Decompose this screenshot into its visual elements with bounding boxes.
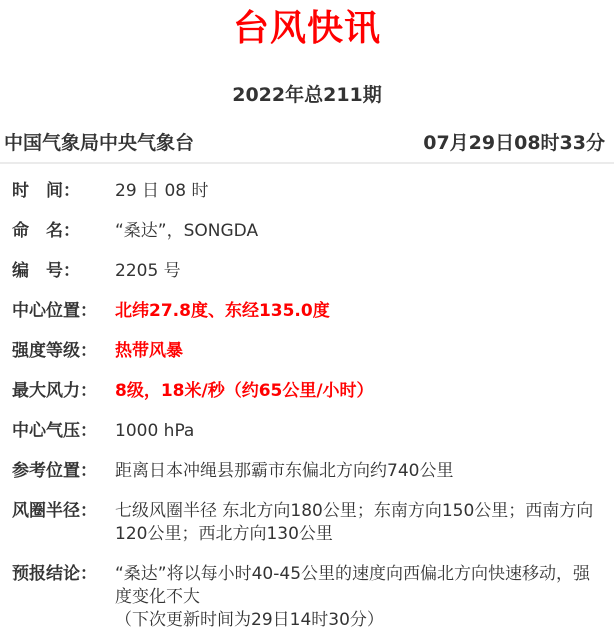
row-central-pressure [12, 420, 604, 443]
agency-name: 中国气象局中央气象台 [4, 132, 195, 154]
field-label-intensity: 强度等级： [12, 341, 97, 361]
issue-number: 2022年总211期 [232, 84, 382, 106]
field-value-intensity: 热带风暴 [115, 341, 183, 361]
field-value-reference-position: 距离日本冲绳县那霸市东偏北方向约740公里 [115, 461, 454, 481]
field-value-forecast-conclusion [115, 563, 604, 632]
typhoon-bulletin-page [0, 8, 614, 639]
agency-row [0, 131, 614, 155]
field-value-name: “桑达”，SONGDA [115, 221, 259, 241]
row-intensity [12, 340, 604, 363]
next-update-note: （下次更新时间为29日14时30分） [115, 610, 384, 630]
row-time [12, 180, 604, 203]
field-label-forecast-conclusion: 预报结论： [12, 564, 97, 584]
field-label-center-position: 中心位置： [12, 301, 97, 321]
field-label-wind-circle-radius: 风圈半径： [12, 501, 97, 521]
row-forecast-conclusion [12, 563, 604, 632]
field-label-max-wind: 最大风力： [12, 381, 97, 401]
field-value-central-pressure: 1000 hPa [115, 421, 195, 441]
field-label-number: 编 号： [12, 261, 80, 281]
field-value-time: 29 日 08 时 [115, 181, 209, 201]
row-max-wind [12, 380, 604, 403]
field-label-reference-position: 参考位置： [12, 461, 97, 481]
forecast-conclusion-text: “桑达”将以每小时40-45公里的速度向西偏北方向快速移动，强度变化不大 [115, 564, 591, 607]
field-value-wind-circle-radius: 七级风圈半径 东北方向180公里；东南方向150公里；西南方向120公里；西北方向130公里 [115, 501, 594, 544]
row-wind-circle-radius [12, 500, 604, 546]
field-value-max-wind: 8级，18米/秒（约65公里/小时） [115, 381, 374, 401]
row-name [12, 220, 604, 243]
field-label-name: 命 名： [12, 221, 80, 241]
row-number [12, 260, 604, 283]
field-value-center-position: 北纬27.8度、东经135.0度 [115, 301, 330, 321]
field-value-number: 2205 号 [115, 261, 181, 281]
page-title: 台风快讯 [232, 8, 381, 49]
field-label-time: 时 间： [12, 181, 80, 201]
row-center-position [12, 300, 604, 323]
row-reference-position [12, 460, 604, 483]
bulletin-fields [0, 164, 614, 632]
field-label-central-pressure: 中心气压： [12, 421, 97, 441]
issue-datetime: 07月29日08时33分 [423, 132, 605, 154]
